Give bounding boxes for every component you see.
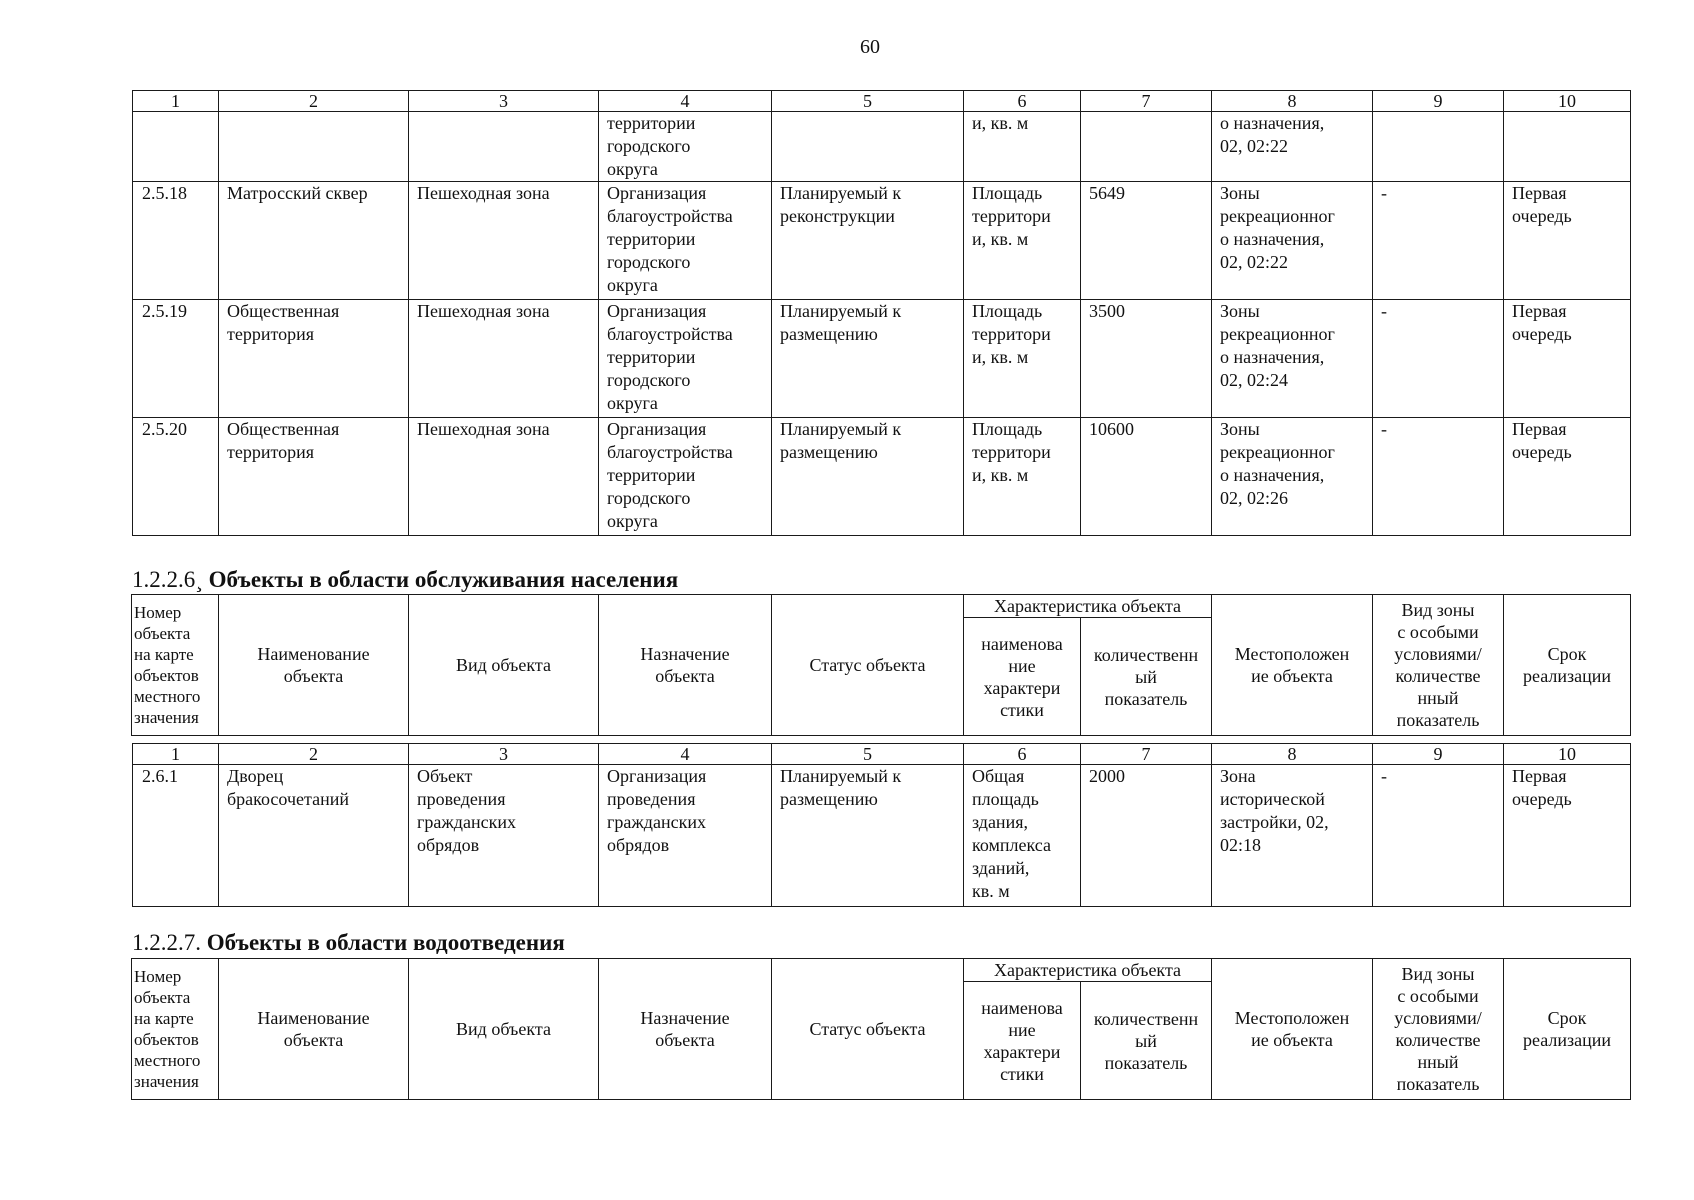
table-row <box>133 300 1631 418</box>
object-number: 2.5.19 <box>133 300 219 418</box>
object-type: Пешеходная зона <box>409 300 599 418</box>
section-separator: ¸ <box>195 567 203 592</box>
quantity-value: 3500 <box>1081 300 1212 418</box>
zone-conditions: - <box>1373 300 1504 418</box>
implementation-term: Первая очередь <box>1504 765 1631 907</box>
header-characteristic: Характеристика объекта <box>964 595 1212 618</box>
column-number: 3 <box>409 744 599 765</box>
header-object-name: Наименование объекта <box>219 959 409 1100</box>
header-characteristic-name: наименова ние характери стики <box>964 618 1081 736</box>
header-object-purpose: Назначение объекта <box>599 959 772 1100</box>
object-type: Пешеходная зона <box>409 182 599 300</box>
page-number: 60 <box>860 36 880 58</box>
location: о назначения, 02, 02:22 <box>1212 112 1373 182</box>
zone-conditions: - <box>1373 418 1504 536</box>
object-number: 2.6.1 <box>133 765 219 907</box>
quantity-value <box>1081 112 1212 182</box>
object-type: Объект проведения гражданских обрядов <box>409 765 599 907</box>
quantity-value: 2000 <box>1081 765 1212 907</box>
section-number: 1.2.2.6 <box>132 567 196 592</box>
object-status: Планируемый к размещению <box>772 418 964 536</box>
header-location: Местоположен ие объекта <box>1212 959 1373 1100</box>
object-status: Планируемый к размещению <box>772 765 964 907</box>
zone-conditions: - <box>1373 765 1504 907</box>
section-heading: Объекты в области водоотведения <box>206 930 565 955</box>
location: Зоны рекреационног о назначения, 02, 02:22 <box>1212 182 1373 300</box>
table-row <box>133 182 1631 300</box>
header-object-number: Номер объекта на карте объектов местного значения <box>132 595 219 736</box>
implementation-term: Первая очередь <box>1504 418 1631 536</box>
object-name: Общественная территория <box>219 300 409 418</box>
table-row <box>133 765 1631 907</box>
zone-conditions: - <box>1373 182 1504 300</box>
zone-conditions <box>1373 112 1504 182</box>
header-characteristic-name: наименова ние характери стики <box>964 982 1081 1100</box>
header-quantity: количественн ый показатель <box>1081 618 1212 736</box>
location: Зоны рекреационног о назначения, 02, 02:26 <box>1212 418 1373 536</box>
column-number-row <box>133 91 1631 112</box>
column-number: 4 <box>599 744 772 765</box>
column-number: 7 <box>1081 744 1212 765</box>
location: Зона исторической застройки, 02, 02:18 <box>1212 765 1373 907</box>
object-type <box>409 112 599 182</box>
column-number: 9 <box>1373 744 1504 765</box>
header-object-number: Номер объекта на карте объектов местного значения <box>132 959 219 1100</box>
header-zone-conditions: Вид зоны с особыми условиями/ количестве нный показатель <box>1373 959 1504 1100</box>
object-number: 2.5.20 <box>133 418 219 536</box>
header-quantity: количественн ый показатель <box>1081 982 1212 1100</box>
object-name: Общественная территория <box>219 418 409 536</box>
section-title-1-2-2-7 <box>132 930 565 956</box>
object-purpose: Организация благоустройства территории городского округа <box>599 300 772 418</box>
table-services <box>132 743 1631 907</box>
object-status: Планируемый к размещению <box>772 300 964 418</box>
column-number: 8 <box>1212 91 1373 112</box>
header-implementation-term: Срок реализации <box>1504 595 1631 736</box>
object-name <box>219 112 409 182</box>
column-number-row <box>133 744 1631 765</box>
column-number: 10 <box>1504 744 1631 765</box>
location: Зоны рекреационног о назначения, 02, 02:24 <box>1212 300 1373 418</box>
header-object-type: Вид объекта <box>409 959 599 1100</box>
column-number: 6 <box>964 91 1081 112</box>
column-number: 9 <box>1373 91 1504 112</box>
header-characteristic: Характеристика объекта <box>964 959 1212 982</box>
table-row <box>133 418 1631 536</box>
quantity-value: 10600 <box>1081 418 1212 536</box>
quantity-value: 5649 <box>1081 182 1212 300</box>
object-name: Дворец бракосочетаний <box>219 765 409 907</box>
section-title-1-2-2-6 <box>132 567 678 593</box>
column-number: 5 <box>772 91 964 112</box>
characteristic-name: Площадь территори и, кв. м <box>964 418 1081 536</box>
characteristic-name: Общая площадь здания, комплекса зданий, кв. м <box>964 765 1081 907</box>
object-number <box>133 112 219 182</box>
object-name: Матросский сквер <box>219 182 409 300</box>
column-number: 2 <box>219 91 409 112</box>
column-number: 4 <box>599 91 772 112</box>
header-object-status: Статус объекта <box>772 595 964 736</box>
section-heading: Объекты в области обслуживания населения <box>208 567 679 592</box>
column-number: 5 <box>772 744 964 765</box>
column-number: 10 <box>1504 91 1631 112</box>
object-purpose: Организация благоустройства территории городского округа <box>599 182 772 300</box>
column-number: 7 <box>1081 91 1212 112</box>
header-table-services <box>131 594 1631 736</box>
column-number: 2 <box>219 744 409 765</box>
column-number: 1 <box>133 91 219 112</box>
object-purpose: Организация проведения гражданских обрядов <box>599 765 772 907</box>
header-object-status: Статус объекта <box>772 959 964 1100</box>
header-table-drainage <box>131 958 1631 1100</box>
column-number: 3 <box>409 91 599 112</box>
object-purpose: территории городского округа <box>599 112 772 182</box>
object-status: Планируемый к реконструкции <box>772 182 964 300</box>
header-object-type: Вид объекта <box>409 595 599 736</box>
column-number: 6 <box>964 744 1081 765</box>
header-location: Местоположен ие объекта <box>1212 595 1373 736</box>
characteristic-name: Площадь территори и, кв. м <box>964 182 1081 300</box>
object-type: Пешеходная зона <box>409 418 599 536</box>
header-object-purpose: Назначение объекта <box>599 595 772 736</box>
header-implementation-term: Срок реализации <box>1504 959 1631 1100</box>
header-row <box>132 595 1631 618</box>
table-pedestrian-zones <box>132 90 1631 536</box>
implementation-term <box>1504 112 1631 182</box>
table-row <box>133 112 1631 182</box>
section-number: 1.2.2.7. <box>132 930 201 955</box>
header-row <box>132 959 1631 982</box>
header-object-name: Наименование объекта <box>219 595 409 736</box>
characteristic-name: и, кв. м <box>964 112 1081 182</box>
header-zone-conditions: Вид зоны с особыми условиями/ количестве нный показатель <box>1373 595 1504 736</box>
column-number: 8 <box>1212 744 1373 765</box>
implementation-term: Первая очередь <box>1504 182 1631 300</box>
object-purpose: Организация благоустройства территории городского округа <box>599 418 772 536</box>
characteristic-name: Площадь территори и, кв. м <box>964 300 1081 418</box>
object-status <box>772 112 964 182</box>
column-number: 1 <box>133 744 219 765</box>
object-number: 2.5.18 <box>133 182 219 300</box>
implementation-term: Первая очередь <box>1504 300 1631 418</box>
